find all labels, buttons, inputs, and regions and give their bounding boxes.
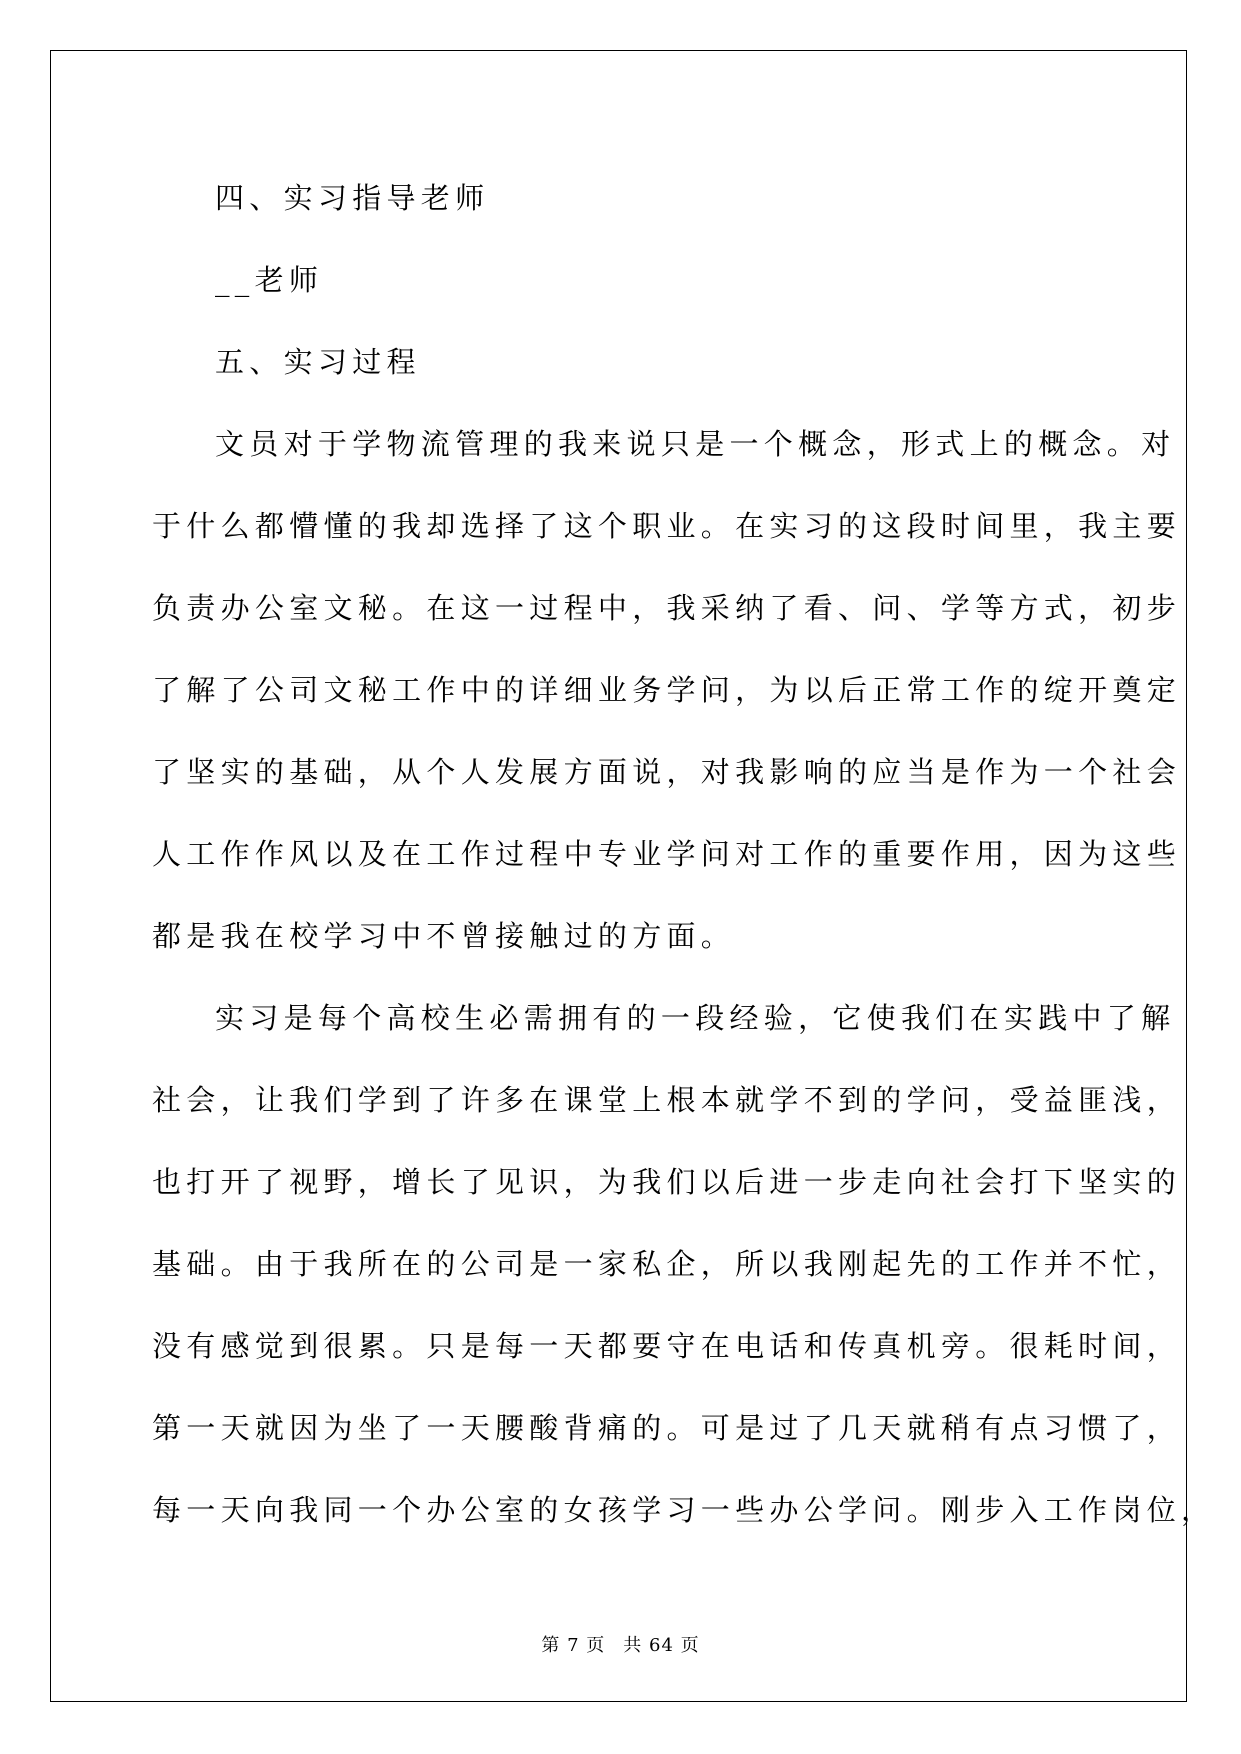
paragraph-line: 于什么都懵懂的我却选择了这个职业。在实习的这段时间里，我主要: [152, 509, 1182, 543]
document-body: [152, 157, 1216, 1551]
advisor-name: __老师: [215, 263, 324, 297]
page-total: 共 64 页: [623, 1635, 700, 1656]
section-heading-process: 五、实习过程: [215, 345, 421, 379]
paragraph-line: 人工作作风以及在工作过程中专业学问对工作的重要作用，因为这些: [152, 837, 1182, 871]
paragraph-line: 都是我在校学习中不曾接触过的方面。: [152, 919, 736, 953]
paragraph-line: 文员对于学物流管理的我来说只是一个概念，形式上的概念。对: [215, 427, 1176, 461]
page-number: 第 7 页: [541, 1635, 606, 1656]
paragraph-line: 社会，让我们学到了许多在课堂上根本就学不到的学问，受益匪浅，: [152, 1083, 1182, 1117]
page-footer: [0, 1631, 1241, 1657]
paragraph-line: 负责办公室文秘。在这一过程中，我采纳了看、问、学等方式，初步: [152, 591, 1182, 625]
paragraph-line: 基础。由于我所在的公司是一家私企，所以我刚起先的工作并不忙，: [152, 1247, 1182, 1281]
paragraph-line: 了解了公司文秘工作中的详细业务学问，为以后正常工作的绽开奠定: [152, 673, 1182, 707]
paragraph-line: 第一天就因为坐了一天腰酸背痛的。可是过了几天就稍有点习惯了，: [152, 1411, 1182, 1445]
paragraph-line: 实习是每个高校生必需拥有的一段经验，它使我们在实践中了解: [215, 1001, 1176, 1035]
paragraph-line: 每一天向我同一个办公室的女孩学习一些办公学问。刚步入工作岗位，: [152, 1493, 1216, 1527]
section-heading-advisor: 四、实习指导老师: [215, 181, 490, 215]
paragraph-line: 也打开了视野，增长了见识，为我们以后进一步走向社会打下坚实的: [152, 1165, 1182, 1199]
paragraph-line: 没有感觉到很累。只是每一天都要守在电话和传真机旁。很耗时间，: [152, 1329, 1182, 1363]
paragraph-line: 了坚实的基础，从个人发展方面说，对我影响的应当是作为一个社会: [152, 755, 1182, 789]
